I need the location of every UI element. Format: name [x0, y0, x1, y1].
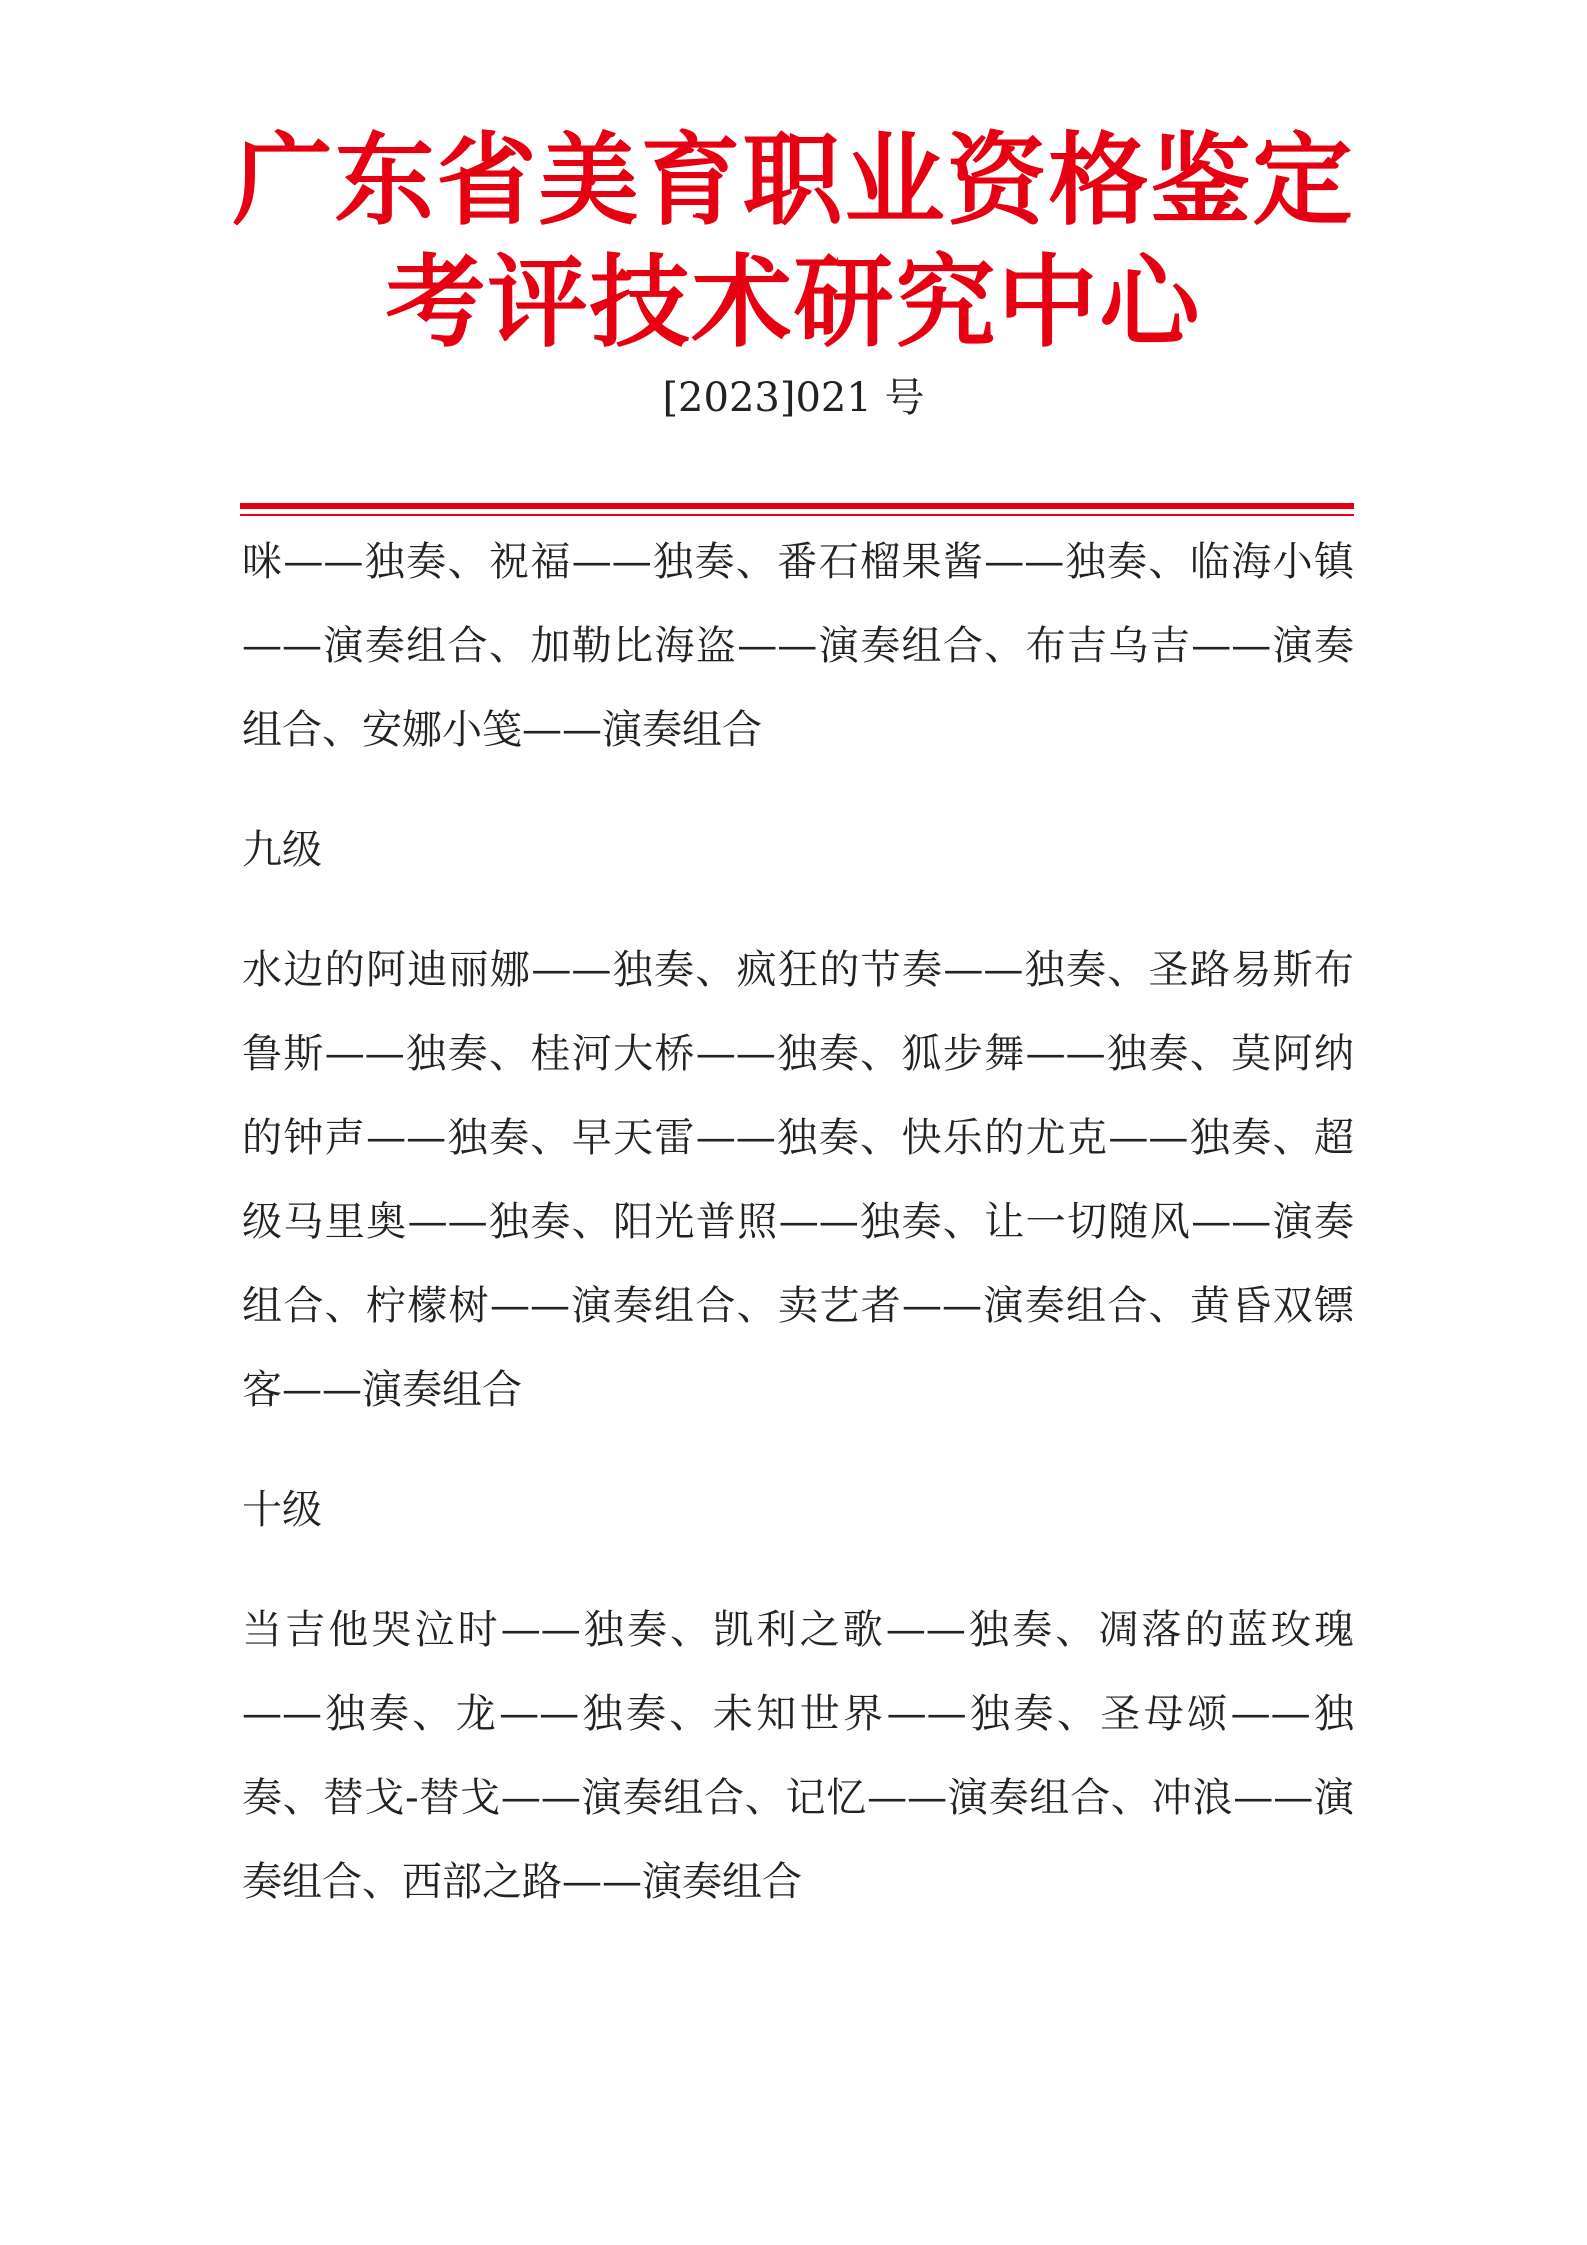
- spacer: [242, 1552, 1354, 1588]
- org-title-line-2: 考评技术研究中心: [385, 244, 1202, 361]
- header-divider-thick: [240, 503, 1354, 509]
- spacer: [242, 892, 1354, 928]
- spacer: [242, 1432, 1354, 1468]
- spacer: [242, 772, 1354, 808]
- document-number: [2023]021 号: [662, 375, 925, 421]
- section-paragraph-grade-10: 当吉他哭泣时——独奏、凯利之歌——独奏、凋落的蓝玫瑰——独奏、龙——独奏、未知世界——独奏、圣母颂——独奏、替戈-替戈——演奏组合、记忆——演奏组合、冲浪——演奏组合、西部之路——演奏组合: [242, 1607, 1354, 1905]
- org-title-line-1: 广东省美育职业资格鉴定: [232, 122, 1355, 239]
- header-divider-thin: [240, 514, 1354, 516]
- section-paragraph-grade-9: 水边的阿迪丽娜——独奏、疯狂的节奏——独奏、圣路易斯布鲁斯——独奏、桂河大桥——独奏、狐步舞——独奏、莫阿纳的钟声——独奏、早天雷——独奏、快乐的尤克——独奏、超级马里奥——独奏、阳光普照——独奏、让一切随风——演奏组合、柠檬树——演奏组合、卖艺者——演奏组合、黄昏双镖客——演奏组合: [242, 947, 1354, 1413]
- document-body: [242, 520, 1354, 1924]
- intro-paragraph: 咪——独奏、祝福——独奏、番石榴果酱——独奏、临海小镇——演奏组合、加勒比海盗——演奏组合、布吉乌吉——演奏组合、安娜小笺——演奏组合: [242, 539, 1354, 753]
- section-heading-grade-10: 十级: [242, 1487, 322, 1533]
- letterhead: [0, 120, 1587, 426]
- section-heading-grade-9: 九级: [242, 827, 322, 873]
